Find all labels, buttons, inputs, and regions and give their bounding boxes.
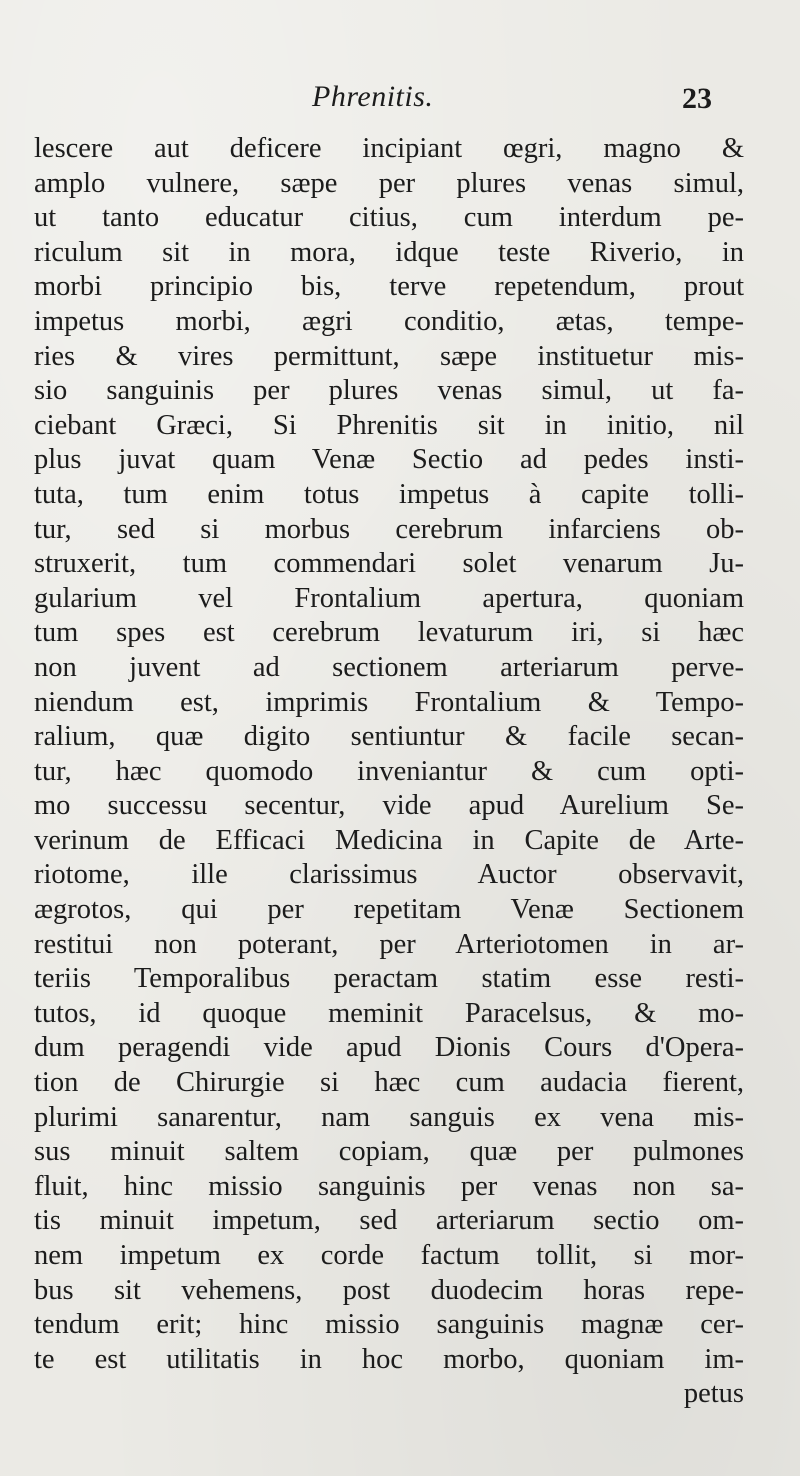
body-text <box>34 132 744 1412</box>
text-line: verinum de Efficaci Medicina in Capite de Arte- <box>34 824 744 856</box>
text-line: plurimi sanarentur, nam sanguis ex vena mis- <box>34 1101 744 1133</box>
text-line: tuta, tum enim totus impetus à capite tolli- <box>34 478 744 510</box>
text-line: dum peragendi vide apud Dionis Cours d'Opera- <box>34 1032 744 1064</box>
text-line: fluit, hinc missio sanguinis per venas non sa- <box>34 1170 744 1202</box>
text-line: ægrotos, qui per repetitam Venæ Sectionem <box>34 894 744 926</box>
text-line: morbi principio bis, terve repetendum, prout <box>34 271 744 303</box>
text-line: tutos, id quoque meminit Paracelsus, & mo- <box>34 997 744 1029</box>
text-line: ralium, quæ digito sentiuntur & facile secan- <box>34 721 744 753</box>
text-line: riculum sit in mora, idque teste Riverio, in <box>34 236 744 268</box>
text-line: restitui non poterant, per Arteriotomen in ar- <box>34 928 744 960</box>
text-line: plus juvat quam Venæ Sectio ad pedes insti- <box>34 444 744 476</box>
text-line: petus <box>683 1378 744 1410</box>
text-line: impetus morbi, ægri conditio, ætas, tempe- <box>34 305 744 337</box>
text-line: non juvent ad sectionem arteriarum perve- <box>34 651 744 683</box>
text-line: bus sit vehemens, post duodecim horas repe- <box>34 1274 744 1306</box>
text-line: gularium vel Frontalium apertura, quoniam <box>34 582 744 614</box>
text-line: nem impetum ex corde factum tollit, si mor- <box>34 1240 744 1271</box>
text-line: teriis Temporalibus peractam statim esse resti- <box>34 963 744 995</box>
page-header <box>0 80 800 120</box>
text-line: sio sanguinis per plures venas simul, ut fa- <box>34 375 744 407</box>
text-line: struxerit, tum commendari solet venarum Ju- <box>34 548 744 580</box>
text-line: tum spes est cerebrum levaturum iri, si hæc <box>34 617 744 649</box>
text-line: mo successu secentur, vide apud Aurelium Se- <box>34 790 744 822</box>
text-line: lescere aut deficere incipiant œgri, magno & <box>34 133 744 164</box>
text-line: tion de Chirurgie si hæc cum audacia fierent, <box>34 1067 744 1099</box>
text-line: niendum est, imprimis Frontalium & Tempo- <box>34 686 744 718</box>
running-head: Phrenitis. <box>312 80 434 113</box>
text-line: te est utilitatis in hoc morbo, quoniam im- <box>34 1343 744 1375</box>
text-line: tur, sed si morbus cerebrum infarciens ob- <box>34 513 744 545</box>
text-line: riotome, ille clarissimus Auctor observavit, <box>34 859 744 891</box>
text-line: sus minuit saltem copiam, quæ per pulmones <box>34 1136 744 1168</box>
text-line: ries & vires permittunt, sæpe instituetur mis- <box>34 340 744 372</box>
text-line: amplo vulnere, sæpe per plures venas simul, <box>34 167 744 199</box>
page-number: 23 <box>682 82 712 115</box>
text-line: tendum erit; hinc missio sanguinis magnæ cer- <box>34 1309 744 1341</box>
text-line: tur, hæc quomodo inveniantur & cum opti- <box>34 755 744 787</box>
text-line: ciebant Græci, Si Phrenitis sit in initio, nil <box>34 409 744 441</box>
text-line: ut tanto educatur citius, cum interdum pe- <box>34 202 744 234</box>
text-line: tis minuit impetum, sed arteriarum sectio om- <box>34 1205 744 1237</box>
